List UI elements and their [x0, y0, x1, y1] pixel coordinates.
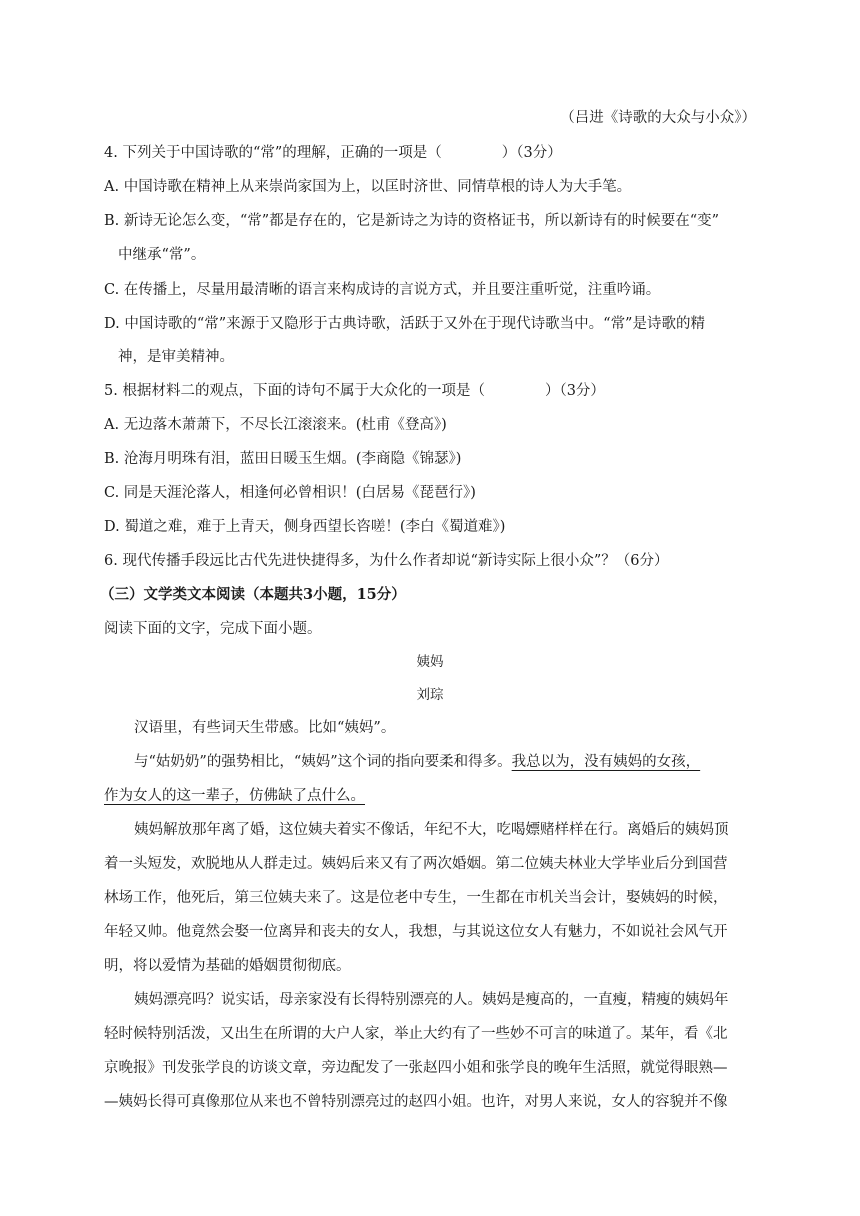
question-4-score: ）（3分）	[501, 145, 562, 161]
article-paragraph-4-line1: 姨妈漂亮吗？说实话，母亲家没有长得特别漂亮的人。姨妈是瘦高的，一直瘦，精瘦的姨妈年	[134, 992, 729, 1008]
question-5-option-b: B. 沧海月明珠有泪，蓝田日暖玉生烟。(李商隐《锦瑟》)	[104, 451, 462, 467]
article-paragraph-1: 汉语里，有些词天生带感。比如“姨妈”。	[134, 720, 396, 736]
question-4-option-b-line1: B. 新诗无论怎么变，“常”都是存在的，它是新诗之为诗的资格证书，所以新诗有的时候要在“变”	[104, 213, 720, 229]
article-paragraph-3-line1: 姨妈解放那年离了婚，这位姨夫着实不像话，年纪不大，吃喝嫖赌样样在行。离婚后的姨妈顶	[134, 822, 729, 838]
question-4-option-c: C. 在传播上，尽量用最清晰的语言来构成诗的言说方式，并且要注重听觉，注重吟诵。	[104, 282, 661, 298]
article-title: 姨妈	[416, 654, 444, 670]
question-4-option-d-line2: 神，是审美精神。	[118, 349, 234, 365]
question-5-option-c: C. 同是天涯沦落人，相逢何必曾相识！(白居易《琵琶行》)	[104, 485, 476, 501]
question-5-score: ）（3分）	[544, 383, 605, 399]
question-5-option-d: D. 蜀道之难，难于上青天，侧身西望长咨嗟！(李白《蜀道难》)	[104, 519, 506, 535]
article-paragraph-3-line3: 林场工作，他死后，第三位姨夫来了。这是位老中专生，一生都在市机关当会计，娶姨妈的时候，	[104, 890, 728, 906]
article-paragraph-3-line2: 着一头短发，欢脱地从人群走过。姨妈后来又有了两次婚姻。第二位姨夫林业大学毕业后分到国营	[104, 856, 728, 872]
paragraph-2-text: 与“姑奶奶”的强势相比，“姨妈”这个词的指向要柔和得多。	[134, 754, 512, 770]
underlined-sentence-part2: 作为女人的这一辈子，仿佛缺了点什么。	[104, 788, 365, 804]
question-4-stem-text: 4. 下列关于中国诗歌的“常”的理解，正确的一项是（	[104, 145, 442, 161]
question-4-option-a: A. 中国诗歌在精神上从来崇尚家国为上，以匡时济世、同情草根的诗人为大手笔。	[104, 179, 632, 195]
question-4-option-d-line1: D. 中国诗歌的“常”来源于又隐形于古典诗歌，活跃于又外在于现代诗歌当中。“常”是诗歌的精	[104, 316, 705, 332]
article-paragraph-3-line5: 明，将以爱情为基础的婚姻贯彻彻底。	[104, 958, 351, 974]
source-citation: （吕进《诗歌的大众与小众》）	[560, 110, 756, 126]
reading-instruction: 阅读下面的文字，完成下面小题。	[104, 621, 322, 637]
section-title: （三）文学类文本阅读（本题共3小题，15分）	[100, 586, 406, 603]
article-paragraph-4-line4: —姨妈长得可真像那位从来也不曾特别漂亮过的赵四小姐。也许，对男人来说，女人的容貌并不像	[104, 1094, 728, 1110]
article-paragraph-2-line1	[134, 752, 700, 772]
article-paragraph-4-line2: 轻时候特别活泼，又出生在所谓的大户人家，举止大约有了一些妙不可言的味道了。某年，看《北	[104, 1026, 728, 1042]
question-6: 6. 现代传播手段远比古代先进快捷得多，为什么作者却说“新诗实际上很小众”？（6分）	[104, 553, 669, 569]
article-paragraph-3-line4: 年轻又帅。他竟然会娶一位离异和丧夫的女人，我想，与其说这位女人有魅力，不如说社会风气开	[104, 924, 728, 940]
article-paragraph-4-line3: 京晚报》刊发张学良的访谈文章，旁边配发了一张赵四小姐和张学良的晚年生活照，就觉得眼熟—	[104, 1060, 728, 1076]
question-5-stem-text: 5. 根据材料二的观点，下面的诗句不属于大众化的一项是（	[104, 383, 485, 399]
question-5-stem	[104, 381, 605, 401]
question-5-option-a: A. 无边落木萧萧下，不尽长江滚滚来。(杜甫《登高》)	[104, 417, 447, 433]
question-4-option-b-line2: 中继承“常”。	[118, 247, 206, 263]
question-4-stem	[104, 143, 562, 163]
article-paragraph-2-line2	[104, 786, 365, 806]
underlined-sentence-part1: 我总以为，没有姨妈的女孩，	[511, 754, 701, 770]
article-author: 刘琮	[416, 687, 444, 703]
